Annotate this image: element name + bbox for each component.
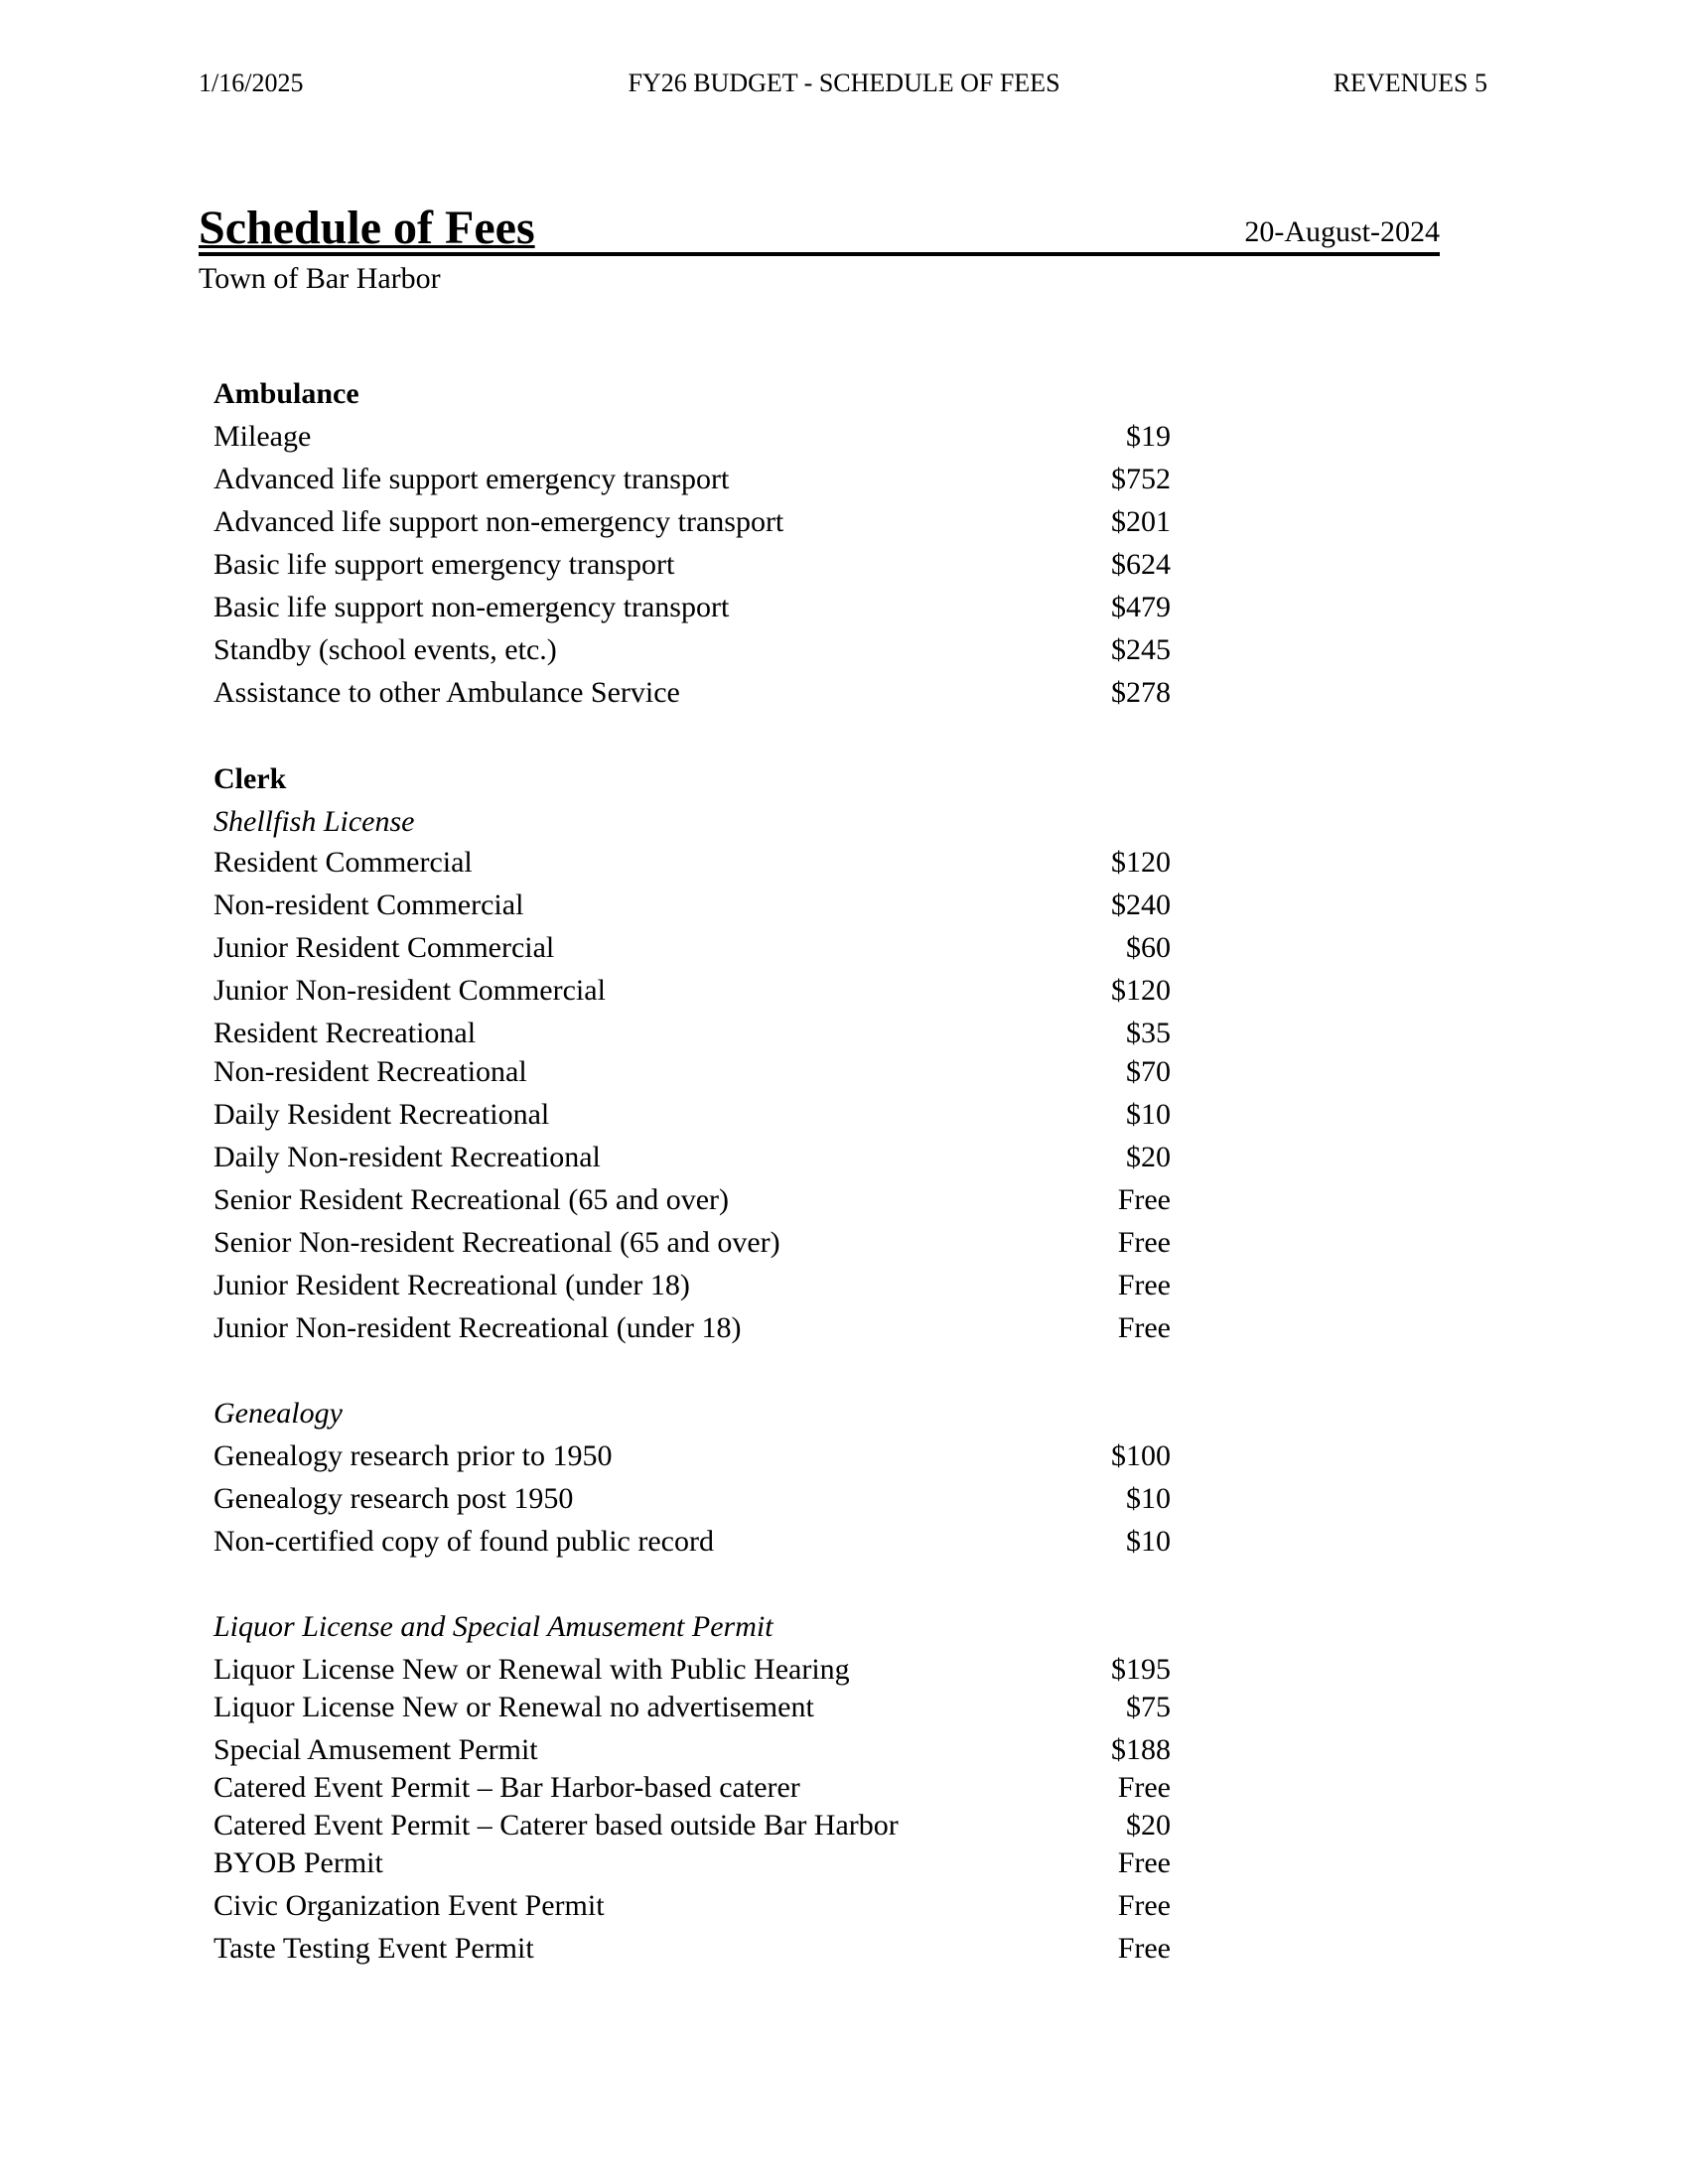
fee-description: Non-resident Commercial [213,888,524,921]
fee-amount: $20 [1126,1809,1171,1842]
header-date: 1/16/2025 [199,68,304,97]
fee-description: Taste Testing Event Permit [213,1932,534,1965]
fee-description: Junior Non-resident Commercial [213,974,606,1007]
fee-description: BYOB Permit [213,1846,383,1879]
fee-description: Catered Event Permit – Caterer based outside Bar Harbor [213,1809,899,1842]
fee-amount: $120 [1111,974,1171,1007]
page-title: Schedule of Fees [199,202,535,254]
fee-description: Resident Commercial [213,846,473,879]
fee-description: Advanced life support emergency transport [213,463,730,495]
fee-amount: $10 [1126,1525,1171,1558]
subheading-shellfish-license: Shellfish License [213,805,415,838]
fee-description: Junior Resident Commercial [213,931,555,964]
fee-amount: $752 [1111,463,1171,495]
header-title: FY26 BUDGET - SCHEDULE OF FEES [628,68,1060,97]
fee-description: Resident Recreational [213,1017,477,1049]
fee-amount: $240 [1111,888,1171,921]
fee-amount: Free [1117,1269,1171,1301]
fee-description: Non-certified copy of found public record [213,1525,714,1558]
organization-name: Town of Bar Harbor [199,262,441,295]
fee-amount: $35 [1126,1017,1171,1049]
section-heading-clerk: Clerk [213,762,287,795]
fee-amount: $624 [1111,548,1171,581]
title-date: 20-August-2024 [1244,215,1440,248]
fee-amount: Free [1117,1846,1171,1879]
header-page-label: REVENUES 5 [1333,68,1487,97]
fee-description: Standby (school events, etc.) [213,633,557,666]
fee-amount: $195 [1111,1653,1171,1686]
title-block [199,202,1440,256]
fee-description: Catered Event Permit – Bar Harbor-based caterer [213,1771,800,1804]
fee-description: Civic Organization Event Permit [213,1889,605,1922]
fee-amount: $10 [1126,1098,1171,1131]
fee-amount: Free [1117,1932,1171,1965]
fee-amount: $20 [1126,1141,1171,1173]
fee-amount: $201 [1111,505,1171,538]
fee-description: Junior Non-resident Recreational (under 18) [213,1311,742,1344]
fee-description: Assistance to other Ambulance Service [213,676,680,709]
fee-description: Non-resident Recreational [213,1055,527,1088]
fee-amount: Free [1117,1311,1171,1344]
fee-amount: Free [1117,1226,1171,1259]
fee-amount: $479 [1111,591,1171,623]
fee-description: Special Amusement Permit [213,1733,538,1766]
fee-amount: $70 [1126,1055,1171,1088]
subheading-genealogy: Genealogy [213,1397,343,1430]
fee-amount: Free [1117,1183,1171,1216]
fee-description: Junior Resident Recreational (under 18) [213,1269,690,1301]
fee-amount: Free [1117,1889,1171,1922]
section-heading-ambulance: Ambulance [213,377,359,410]
fee-amount: $120 [1111,846,1171,879]
fee-amount: $100 [1111,1439,1171,1472]
fee-amount: $245 [1111,633,1171,666]
fee-description: Basic life support emergency transport [213,548,675,581]
fee-description: Daily Resident Recreational [213,1098,550,1131]
fee-description: Liquor License New or Renewal with Public Hearing [213,1653,850,1686]
fee-description: Genealogy research prior to 1950 [213,1439,613,1472]
fee-description: Mileage [213,420,312,453]
fee-amount: $278 [1111,676,1171,709]
fee-description: Senior Non-resident Recreational (65 and over) [213,1226,780,1259]
fee-description: Genealogy research post 1950 [213,1482,574,1515]
subheading-liquor-license: Liquor License and Special Amusement Permit [213,1610,774,1643]
fee-description: Senior Resident Recreational (65 and over) [213,1183,729,1216]
fee-description: Advanced life support non-emergency transport [213,505,784,538]
fee-amount: $10 [1126,1482,1171,1515]
fee-amount: Free [1117,1771,1171,1804]
fee-amount: $19 [1126,420,1171,453]
fee-amount: $75 [1126,1691,1171,1723]
fee-description: Daily Non-resident Recreational [213,1141,601,1173]
fee-amount: $60 [1126,931,1171,964]
fee-description: Basic life support non-emergency transport [213,591,730,623]
fee-amount: $188 [1111,1733,1171,1766]
fee-description: Liquor License New or Renewal no advertisement [213,1691,814,1723]
